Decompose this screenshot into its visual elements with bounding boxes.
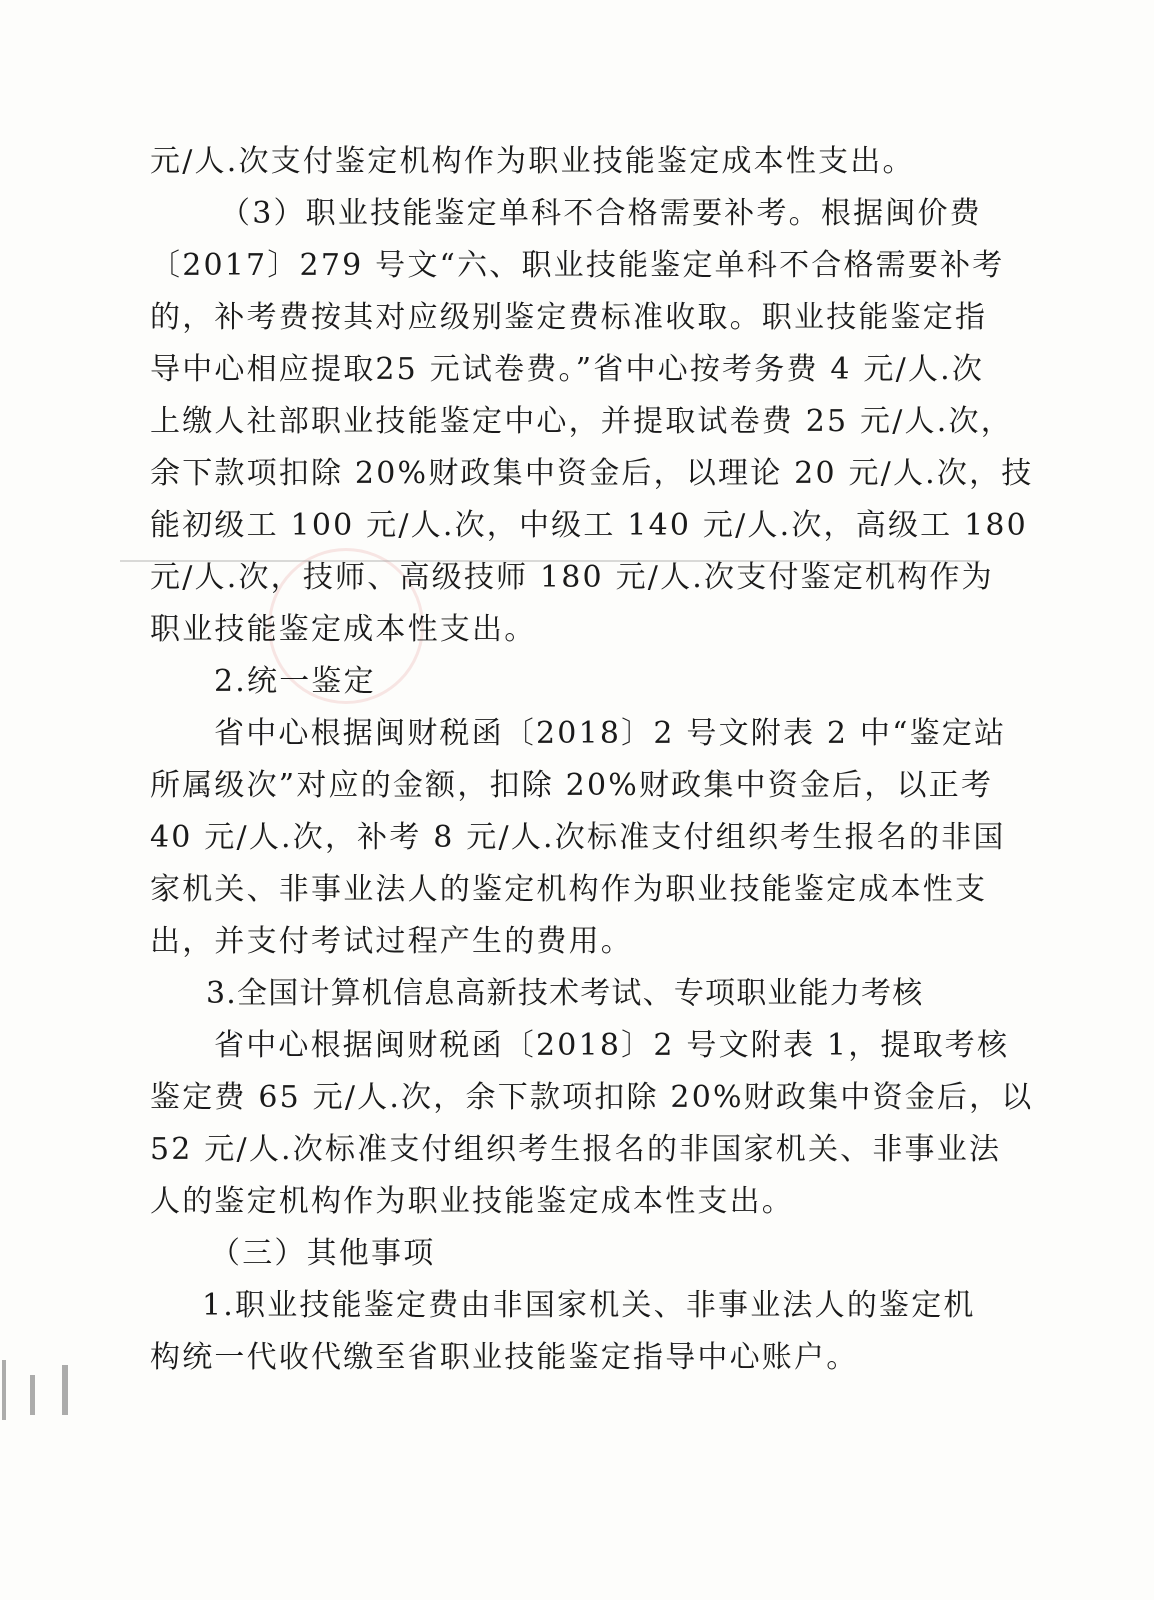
text-line-9: 元/人.次，技师、高级技师 180 元/人.次支付鉴定机构作为 (150, 560, 994, 595)
document-body (150, 136, 1034, 1384)
text-line-1: 元/人.次支付鉴定机构作为职业技能鉴定成本性支出。 (150, 144, 915, 179)
text-line-23: 1.职业技能鉴定费由非国家机关、非事业法人的鉴定机 (202, 1288, 976, 1323)
section-heading-unified-appraisal: 2.统一鉴定 (214, 664, 376, 699)
scan-mark (30, 1375, 35, 1415)
text-line-18: 省中心根据闽财税函〔2018〕2 号文附表 1，提取考核 (214, 1028, 1010, 1063)
text-line-8: 能初级工 100 元/人.次，中级工 140 元/人.次，高级工 180 (150, 508, 1028, 543)
text-line-4: 的，补考费按其对应级别鉴定费标准收取。职业技能鉴定指 (150, 300, 988, 335)
text-line-19: 鉴定费 65 元/人.次，余下款项扣除 20%财政集中资金后，以 (150, 1080, 1034, 1115)
text-line-20: 52 元/人.次标准支付组织考生报名的非国家机关、非事业法 (150, 1132, 1002, 1167)
text-line-5: 导中心相应提取25 元试卷费。”省中心按考务费 4 元/人.次 (150, 352, 985, 387)
text-line-7: 余下款项扣除 20%财政集中资金后，以理论 20 元/人.次，技 (150, 456, 1034, 491)
text-line-12: 省中心根据闽财税函〔2018〕2 号文附表 2 中“鉴定站 (214, 716, 1007, 751)
text-line-6: 上缴人社部职业技能鉴定中心，并提取试卷费 25 元/人.次， (150, 404, 1013, 439)
scan-mark (62, 1365, 68, 1415)
text-line-2: （3）职业技能鉴定单科不合格需要补考。根据闽价费 (220, 196, 982, 231)
text-line-24: 构统一代收代缴至省职业技能鉴定指导中心账户。 (150, 1340, 859, 1375)
text-line-10: 职业技能鉴定成本性支出。 (150, 612, 537, 647)
text-line-3: 〔2017〕279 号文“六、职业技能鉴定单科不合格需要补考 (150, 248, 1005, 283)
section-heading-computer-exam: 3.全国计算机信息高新技术考试、专项职业能力考核 (206, 976, 924, 1011)
text-line-21: 人的鉴定机构作为职业技能鉴定成本性支出。 (150, 1184, 794, 1219)
text-line-13: 所属级次”对应的金额，扣除 20%财政集中资金后，以正考 (150, 768, 994, 803)
text-line-15: 家机关、非事业法人的鉴定机构作为职业技能鉴定成本性支 (150, 872, 988, 907)
section-heading-other-matters: （三）其他事项 (210, 1236, 436, 1271)
text-line-14: 40 元/人.次，补考 8 元/人.次标准支付组织考生报名的非国 (150, 820, 1006, 855)
text-line-16: 出，并支付考试过程产生的费用。 (150, 924, 633, 959)
scan-mark (2, 1360, 6, 1420)
